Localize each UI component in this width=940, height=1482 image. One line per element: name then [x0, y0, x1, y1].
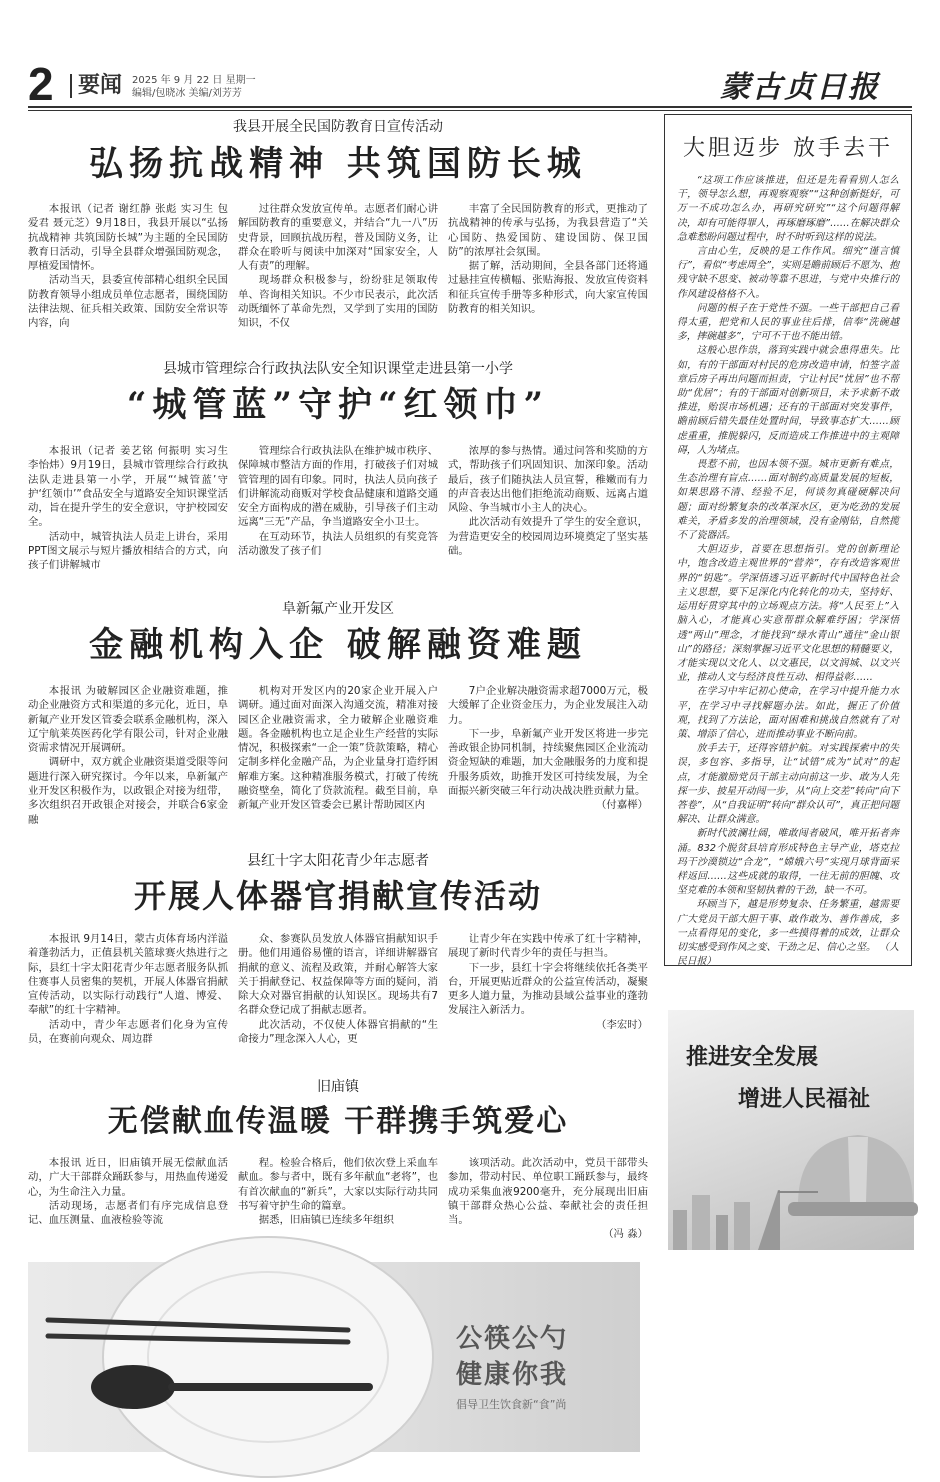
paragraph: 让青少年在实践中传承了红十字精神，展现了新时代青少年的责任与担当。	[448, 933, 648, 960]
header-rule	[28, 106, 912, 108]
article-column	[28, 932, 228, 1082]
article-column	[238, 932, 438, 1082]
safety-ad	[668, 1010, 914, 1250]
article-headline: 无偿献血传温暖 干群携手筑爱心	[107, 1104, 569, 1139]
article-headline: “城管蓝”守护“红领巾”	[126, 385, 550, 425]
article-kicker: 阜新氟产业开发区	[282, 601, 394, 617]
article-organ-donation	[28, 852, 648, 1082]
article-column	[448, 202, 648, 352]
public-chopsticks-ad	[28, 1262, 640, 1452]
article-kicker: 县红十字太阳花青少年志愿者	[247, 853, 429, 869]
editors-credit: 编辑/包晓冰 美编/刘芳芳	[132, 88, 242, 99]
paragraph: 程。检验合格后，他们依次登上采血车献血。参与者中，既有多年献血“老将”，也有首次献血的“新兵”，大家以实际行动共同书写着守护生命的篇章。	[238, 1157, 438, 1212]
paragraph: 本报讯（记者 姜艺铭 何振明 实习生 李怡炜）9月19日，县城市管理综合行政执法队走进县第一小学，开展“‘城管蓝’守护‘红领巾’”食品安全与道路安全知识课堂活动，旨在提升学生的安全意识，守护校园安全。	[28, 445, 228, 529]
paragraph: 畏惹不前，也因本领不强。城市更新有难点，生态治理有盲点……面对制约高质量发展的短板，如果思路不清、经验不足，何谈勿真碰硬解决问题；面对纷繁复杂的改革深水区，更为吃劲的发展难关，矛盾多发的治理领域，没有金刚钻，自然揽不了瓷器活。	[677, 459, 899, 542]
article-city-management	[28, 360, 648, 602]
article-column	[448, 1156, 648, 1252]
article-finance	[28, 600, 648, 842]
skyline-icon	[668, 1180, 828, 1250]
commentary-title: 大胆迈步 放手去干	[683, 136, 893, 161]
section-title: 要闻	[70, 74, 122, 98]
paragraph: 丰富了全民国防教育的形式，更推动了抗战精神的传承与弘扬，为我县营造了“关心国防、热爱国防、建设国防、保卫国防”的浓厚社会氛围。	[448, 203, 648, 258]
dateline	[132, 74, 256, 100]
article-column	[28, 684, 228, 842]
commentary-body	[677, 174, 899, 968]
ad-slogan-line2: 增进人民福祉	[738, 1086, 871, 1112]
paragraph: 问题的根子在于党性不强。一些干部把自己看得太重，把党和人民的事业往后排，信奉“洗碗越多，摔碗越多”，宁可不干也不能出错。	[677, 302, 899, 343]
paragraph: 该项活动。此次活动中，党员干部带头参加，带动村民、单位职工踊跃参与，最终成功采集血液9200毫升，充分展现出旧庙镇干部群众热心公益、奉献社会的责任担当。	[448, 1157, 648, 1227]
article-column	[28, 444, 228, 602]
article-column	[238, 444, 438, 602]
paragraph: 活动当天，县委宣传部精心组织全民国防教育领导小组成员单位志愿者，围绕国防法律法规、征兵相关政策、国防安全常识等内容，向	[28, 274, 228, 330]
byline: （李宏时）	[596, 1018, 648, 1031]
chopsticks-icon	[48, 1312, 348, 1352]
paragraph: 机构对开发区内的20家企业开展入户调研。通过面对面深入沟通交流，精准对接园区企业融资需求，全力破解企业融资难题。各金融机构也立足企业生产经营的实际情况，积极探索“一企一策”贷款策略，精心定制多样化金融产品，为企业量身打造纾困解难方案。这种精准服务模式，打破了传统融资壁垒，简化了贷款流程。截至目前，阜新氟产业开发区管委会已累计帮助园区内	[238, 685, 438, 812]
article-blood-donation	[28, 1078, 648, 1252]
commentary-box	[664, 114, 912, 966]
page-number: 2	[28, 58, 53, 110]
paragraph: 据了解，活动期间，全县各部门还将通过悬挂宣传横幅、张贴海报、发放宣传资料和征兵宣传手册等多种形式，向大家宣传国防教育的相关知识。	[448, 260, 648, 316]
paragraph: 活动现场，志愿者们有序完成信息登记、血压测量、血液检验等流	[28, 1199, 228, 1227]
article-headline: 金融机构入企 破解融资难题	[89, 625, 587, 665]
article-column	[28, 202, 228, 352]
paragraph: 下一步，县红十字会将继续依托各类平台，开展更贴近群众的公益宣传活动，凝聚更多人道力量，为推动县域公益事业的蓬勃发展注入新活力。	[448, 961, 648, 1017]
article-kicker: 我县开展全民国防教育日宣传活动	[233, 119, 443, 135]
ad-tagline: 倡导卫生饮食新“食”尚	[456, 1398, 567, 1411]
paragraph: 大胆迈步，首要在思想指引。党的创新理论中，饱含改造主观世界的“营养”，存有改造客观世界的“钥匙”。学深悟透习近平新时代中国特色社会主义思想，要下足深化内化转化的功夫，坚持好、运用好贯穿其中的立场观点方法。将“人民至上”入脑入心，才能真心实意帮群众解难纾困；学深悟透“两山”理念，才能找到“绿水青山”通往“金山银山”的路径；深刻掌握习近平文化思想的精髓要义，才能实现以文化人、以文惠民，以文润城、以文兴业，推动人文与经济良性互动、相得益彰……	[677, 544, 899, 684]
paragraph: 众、参赛队员发放人体器官捐献知识手册。他们用通俗易懂的语言，详细讲解器官捐献的意义、流程及政策，并耐心解答大家关于捐献登记、权益保障等方面的疑问，消除大众对器官捐献的认知误区。现场共有7名群众登记成了捐献志愿者。	[238, 933, 438, 1017]
paragraph: 浓厚的参与热情。通过问答和奖励的方式，帮助孩子们巩固知识、加深印象。活动最后，孩子们随执法人员宣誓，稚嫩而有力的声音表达出他们拒绝流动商贩、远离占道风险、争当城市小主人的决心。	[448, 445, 648, 515]
newspaper-logo: 蒙古贞日报	[720, 70, 880, 105]
article-column	[448, 932, 648, 1082]
paragraph: 管理综合行政执法队在维护城市秩序、保障城市整洁方面的作用，打破孩子们对城管管理的固有印象。同时，执法人员向孩子们讲解流动商贩对学校食品健康和道路交通安全方面构成的潜在威胁，引导孩子们主动远离“三无”产品，争当道路安全小卫士。	[238, 445, 438, 529]
paragraph: 本报讯（记者 谢红静 张彪 实习生 包爱君 聂元芝）9月18日，我县开展以“弘扬抗战精神 共筑国防长城”为主题的全民国防教育日活动，引导全县群众增强国防观念，厚植爱国情怀。	[28, 203, 228, 273]
ad-slogan-line2: 健康你我	[456, 1360, 569, 1390]
source-credit: （人民日报）	[677, 941, 899, 968]
article-column	[448, 444, 648, 602]
article-headline: 开展人体器官捐献宣传活动	[133, 877, 542, 915]
article-kicker: 县城市管理综合行政执法队安全知识课堂走进县第一小学	[163, 361, 513, 377]
ad-slogan-line1: 推进安全发展	[686, 1044, 819, 1070]
byline: （冯 淼）	[603, 1228, 648, 1241]
article-column	[238, 684, 438, 842]
paragraph: 活动中，城管执法人员走上讲台，采用PPT图文展示与短片播放相结合的方式，向孩子们讲解城市	[28, 530, 228, 572]
spoon-icon	[88, 1357, 378, 1417]
paragraph: 过往群众发放宣传单。志愿者们耐心讲解国防教育的重要意义，并结合“九一八”历史背景，回顾抗战历程，普及国防义务，让群众在聆听与阅读中加深对“国家安全，人人有责”的理解。	[238, 203, 438, 273]
paragraph: 据悉，旧庙镇已连续多年组织	[258, 1214, 394, 1227]
paragraph: 本报讯 近日，旧庙镇开展无偿献血活动，广大干部群众踊跃参与，用热血传递爱心，为生命注入力量。	[28, 1157, 228, 1198]
paragraph: 言由心生，反映的是工作作风。细究“谨言慎行”，看似“考虑周全”，实则是瞻前顾后不愿为、抱残守缺不思变、被动等靠不思进，与党中央推行的作风建设格格不入。	[677, 246, 899, 300]
header-rule-thin	[28, 110, 912, 111]
paragraph: 本报讯 为破解园区企业融资难题，推动企业融资方式和渠道的多元化，近日，阜新氟产业开发区管委会联系金融机构，深入辽宁航莱英医药化学有限公司，针对企业融资需求情况开展调研。	[28, 685, 228, 755]
article-column	[238, 202, 438, 352]
article-headline: 弘扬抗战精神 共筑国防长城	[89, 144, 587, 184]
ad-slogan-line1: 公筷公勺	[456, 1324, 569, 1354]
paragraph: 这般心思作祟，落到实践中就会患得患失。比如，有的干部面对村民的危房改造申请，怕签字盖章后房子再出问题而担责，宁让村民“忧居”也不帮助“优居”；有的干部面对创新项目，未予求新不敢推进，贻误市场机遇；还有的干部面对突发事件，瞻前顾后错失最佳处置时间，导致事态扩大……顾虑重重，推脱躲闪，反而造成工作推进中的主观障碍，人为堵点。	[677, 345, 899, 456]
byline: （付嘉榉）	[596, 799, 648, 812]
paragraph: 本报讯 9月14日，蒙古贞体育场内洋溢着蓬勃活力，正值县机关篮球赛火热进行之际，县红十字太阳花青少年志愿者服务队抓住赛事人员密集的契机，开展人体器官捐献宣传活动，以实际行动践行“人道、博爱、奉献”的红十字精神。	[28, 933, 228, 1017]
paragraph: 现场群众积极参与，纷纷驻足领取传单、咨询相关知识。不少市民表示，此次活动既缅怀了革命先烈，又学到了实用的国防知识，不仅	[238, 274, 438, 330]
article-column	[448, 684, 648, 842]
paragraph: 在互动环节，执法人员组织的有奖竞答活动激发了孩子们	[238, 530, 438, 558]
paragraph: “这项工作应该推进，但还是先看看别人怎么干，领导怎么想，再观察观察”“这种创新挺好，可万一不成功怎么办，再研究研究”“这个问题得解决，却有可能得罪人，再琢磨琢磨”……在解决群众急难愁盼问题过程中，时不时听到这样的说法。	[677, 175, 899, 243]
paragraph: 在学习中牢记初心使命，在学习中提升能力水平，在学习中寻找解题办法。如此，握正了价值观，找到了方法论，面对困难和挑战自然就有了对策、增添了信心，进而推动事业不断向前。	[677, 686, 899, 740]
paragraph: 此次活动有效提升了学生的安全意识，为营造更安全的校园周边环境奠定了坚实基础。	[448, 516, 648, 558]
article-national-defense	[28, 118, 648, 352]
paragraph: 放手去干，还得容错护航。对实践探索中的失误，多包容、多指导，让“试错”成为“试对”的起点，才能激励党员干部主动向前这一步、敢为人先探一步、披星开动闯一步，从“向上交差”转向“向下答卷”，从“自我证明”转向“群众认可”，真正把问题解决、让群众满意。	[677, 743, 899, 826]
paragraph: 7户企业解决融资需求超7000万元，极大缓解了企业资金压力，为企业发展注入动力。	[448, 685, 648, 726]
paragraph: 活动中，青少年志愿者们化身为宣传员，在赛前向观众、周边群	[28, 1018, 228, 1046]
paragraph: 此次活动，不仅使人体器官捐献的“生命接力”理念深入人心，更	[238, 1018, 438, 1046]
paragraph: 下一步，阜新氟产业开发区将进一步完善政银企协同机制，持续聚焦园区企业流动资金短缺的难题，加大金融服务的力度和提升服务质效，助推开发区可持续发展，为全面振兴新突破三年行动决战决胜贡献力量。	[448, 727, 648, 798]
paragraph: 环顾当下，越是形势复杂、任务繁重，越需要广大党员干部大胆干事、敢作敢为、善作善成，多一点看得见的变化，多一些摸得着的成效，让群众切实感受到作风之变、干劲之足、信心之坚。 （人民日报）	[677, 899, 899, 968]
paragraph: 新时代波澜壮阔，唯敢闯者破风，唯开拓者奔涌。832个脱贫县培育形成特色主导产业，塔克拉玛干沙漠锁边“合龙”，“嫦娥六号”实现月球背面采样返回……这些成就的取得，一往无前的胆魄、攻坚克难的本领和坚韧执着的干劲，缺一不可。	[677, 828, 899, 897]
paragraph: 调研中，双方就企业融资渠道受限等问题进行深入研究探讨。今年以来，阜新氟产业开发区积极作为，以政银企对接为纽带，多次组织召开政银企对接会，并联合6家金融	[28, 756, 228, 826]
article-kicker: 旧庙镇	[317, 1079, 359, 1095]
issue-date: 2025 年 9 月 22 日 星期一	[132, 75, 256, 86]
